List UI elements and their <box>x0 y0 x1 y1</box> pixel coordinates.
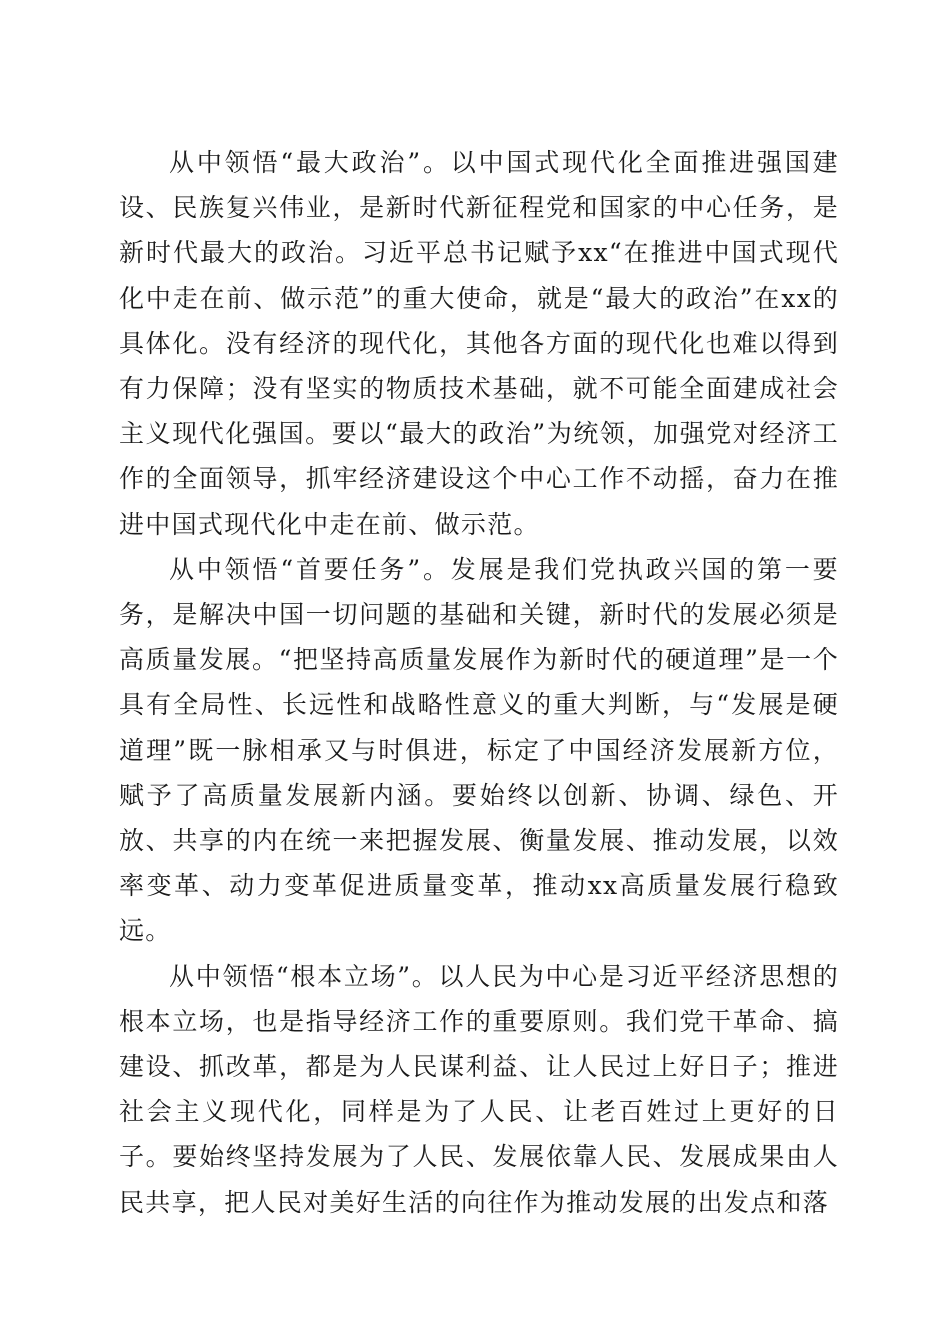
document-body <box>119 140 839 1225</box>
paragraph-biggest-politics: 从中领悟“最大政治”。以中国式现代化全面推进强国建设、民族复兴伟业，是新时代新征程党和国家的中心任务，是新时代最大的政治。习近平总书记赋予xx“在推进中国式现代化中走在前、做示范”的重大使命，就是“最大的政治”在xx的具体化。没有经济的现代化，其他各方面的现代化也难以得到有力保障；没有坚实的物质技术基础，就不可能全面建成社会主义现代化强国。要以“最大的政治”为统领，加强党对经济工作的全面领导，抓牢经济建设这个中心工作不动摇，奋力在推进中国式现代化中走在前、做示范。 <box>119 148 839 539</box>
paragraph-fundamental-stance: 从中领悟“根本立场”。以人民为中心是习近平经济思想的根本立场，也是指导经济工作的重要原则。我们党干革命、搞建设、抓改革，都是为人民谋利益、让人民过上好日子；推进社会主义现代化，同样是为了人民、让老百姓过上更好的日子。要始终坚持发展为了人民、发展依靠人民、发展成果由人民共享，把人民对美好生活的向往作为推动发展的出发点和落 <box>119 961 839 1217</box>
paragraph-primary-task: 从中领悟“首要任务”。发展是我们党执政兴国的第一要务，是解决中国一切问题的基础和关键，新时代的发展必须是高质量发展。“把坚持高质量发展作为新时代的硬道理”是一个具有全局性、长远性和战略性意义的重大判断，与“发展是硬道理”既一脉相承又与时俱进，标定了中国经济发展新方位，赋予了高质量发展新内涵。要始终以创新、协调、绿色、开放、共享的内在统一来把握发展、衡量发展、推动发展，以效率变革、动力变革促进质量变革，推动xx高质量发展行稳致远。 <box>119 554 839 946</box>
